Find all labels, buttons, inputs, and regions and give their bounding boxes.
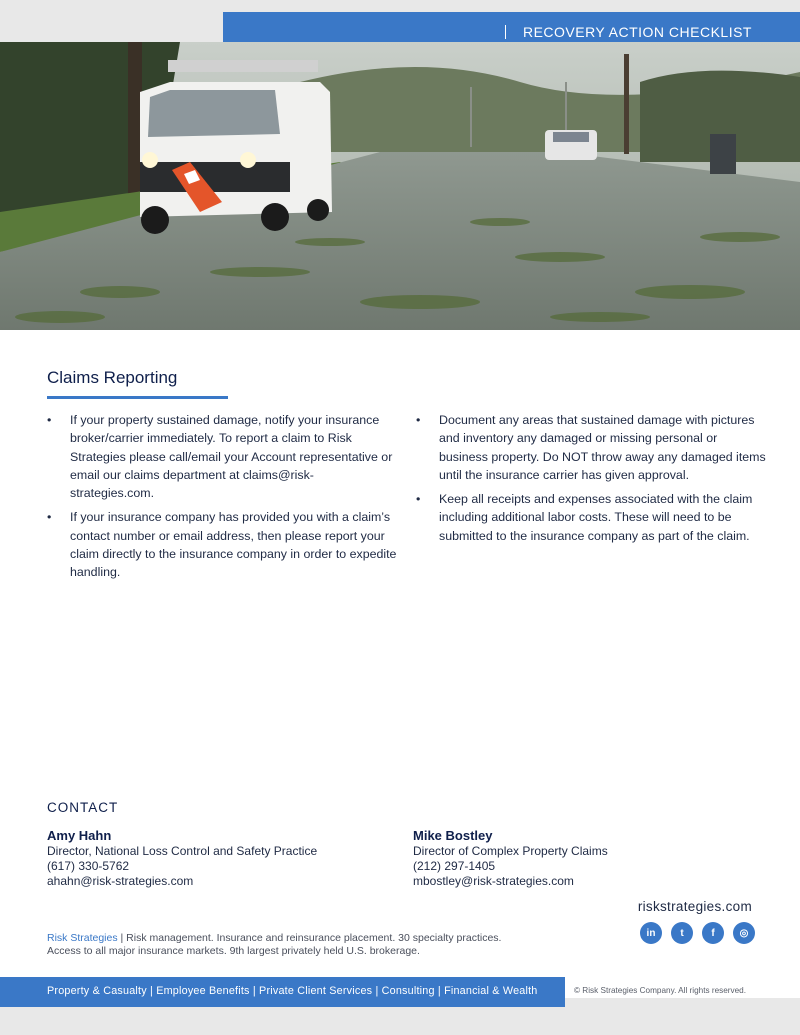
claims-left-column [47, 411, 397, 588]
contact-card [47, 828, 317, 889]
contact-email[interactable]: mbostley@risk-strategies.com [413, 874, 574, 888]
website-link[interactable]: riskstrategies.com [637, 899, 752, 914]
linkedin-icon[interactable]: in [640, 922, 662, 944]
list-item-text: Document any areas that sustained damage with pictures and inventory any damaged or missing personal or business property. Do NOT throw away any damaged items until the insurance carrier has given approval. [439, 413, 766, 482]
list-item-text: If your property sustained damage, notify your insurance broker/carrier immediately. To report a claim to Risk Strategies please call/email your Account representative or email our claims department at claims@risk-strategies.com. [70, 413, 393, 501]
tagline-line-1: | Risk management. Insurance and reinsurance placement. 30 specialty practices. [117, 932, 502, 944]
tagline-line-2: Access to all major insurance markets. 9th largest privately held U.S. brokerage. [47, 945, 420, 957]
contact-name: Mike Bostley [413, 828, 493, 843]
header-separator [505, 25, 506, 39]
instagram-icon[interactable]: ◎ [733, 922, 755, 944]
claims-section-title: Claims Reporting [47, 368, 178, 387]
hero-image [0, 42, 800, 330]
social-icons [640, 922, 755, 944]
bullet: • [47, 510, 52, 525]
contact-email[interactable]: ahahn@risk-strategies.com [47, 874, 194, 888]
bullet: • [47, 413, 52, 427]
brand-name[interactable]: Risk Strategies [47, 932, 118, 944]
claims-right-column [416, 411, 766, 551]
bullet: • [416, 413, 421, 427]
contact-title: Director, National Loss Control and Safety Practice [47, 844, 318, 858]
facebook-icon[interactable]: f [702, 922, 724, 944]
contact-title: Director of Complex Property Claims [413, 844, 608, 858]
contact-heading: CONTACT [47, 800, 119, 815]
claims-left-list [47, 411, 397, 582]
storm-damage-street-photo [0, 42, 800, 330]
list-item-text: If your insurance company has provided you with a claim’s contact number or email address, then please report your claim directly to the insurance company in order to expedite handling. [70, 510, 397, 580]
copyright: © Risk Strategies Company. All rights reserved. [574, 986, 746, 995]
list-item [47, 508, 397, 581]
contact-phone[interactable]: (617) 330-5762 [47, 859, 130, 873]
company-tagline [47, 932, 587, 958]
claims-right-list [416, 411, 766, 545]
list-item [416, 411, 766, 484]
van [140, 60, 332, 234]
services-list: Property & Casualty | Employee Benefits | Private Client Services | Consulting | Financial & Wealth [47, 985, 538, 997]
contact-name: Amy Hahn [47, 828, 112, 843]
footer-bar [0, 977, 565, 1007]
section-underline [47, 396, 228, 399]
twitter-icon[interactable]: t [671, 922, 693, 944]
list-item [416, 490, 766, 545]
bullet: • [416, 492, 421, 507]
contact-card [413, 828, 608, 889]
list-item [47, 411, 397, 502]
list-item-text: Keep all receipts and expenses associated with the claim including additional labor costs. These will need to be submitted to the insurance company as part of the claim. [439, 492, 753, 543]
document-title: RECOVERY ACTION CHECKLIST [522, 24, 752, 40]
contact-phone[interactable]: (212) 297-1405 [413, 859, 496, 873]
